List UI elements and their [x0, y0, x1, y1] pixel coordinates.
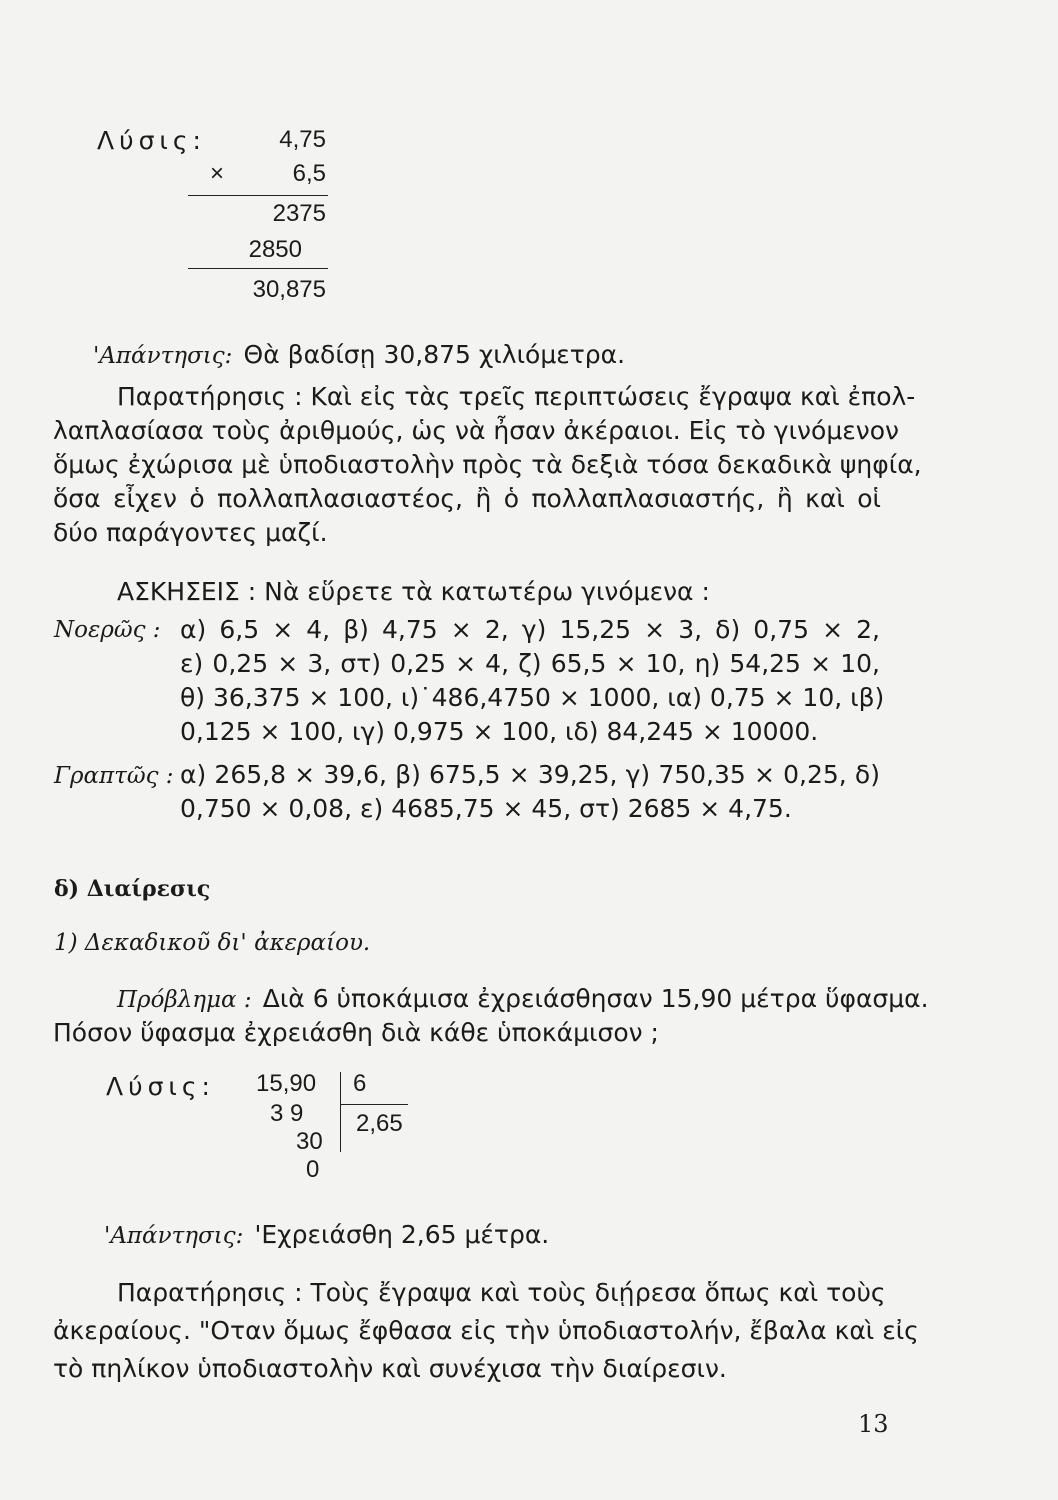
mental-exercise-line: θ) 36,375 × 100, ι)˙486,4750 × 1000, ια) 0,75 × 10, ιβ): [180, 683, 885, 712]
problem-label: Πρόβλημα :: [117, 987, 252, 1013]
remark-1-line: δύο παράγοντες μαζί.: [53, 518, 328, 547]
division-remainder-1: 3 9: [270, 1100, 304, 1127]
remark-1-line: ὅσα εἶχεν ὁ πολλαπλασιαστέος, ἢ ὁ πολλαπλασιαστής, ἢ καὶ οἱ: [53, 484, 881, 513]
section-heading: δ) Διαίρεσις: [54, 876, 211, 902]
written-exercise-line: α) 265,8 × 39,6, β) 675,5 × 39,25, γ) 750,35 × 0,25, δ): [180, 760, 880, 789]
problem-line-2: Πόσον ὕφασμα ἐχρειάσθη διὰ κάθε ὑποκάμισον ;: [53, 1018, 659, 1047]
solution-label: Λύσις:: [97, 126, 206, 155]
remark-1: [53, 380, 922, 550]
remark-1-line: ὅμως ἐχώρισα μὲ ὑποδιαστολὴν πρὸς τὰ δεξιὰ τόσα δεκαδικὰ ψηφία,: [53, 450, 922, 479]
partial-product-2: 2850: [248, 236, 302, 263]
product-result: 30,875: [252, 276, 326, 303]
division-remainder-2: 30: [296, 1128, 323, 1155]
divisor: 6: [353, 1070, 367, 1097]
division-remainder-3: 0: [306, 1156, 320, 1183]
mental-exercise-line: ε) 0,25 × 3, στ) 0,25 × 4, ζ) 65,5 × 10, η) 54,25 × 10,: [180, 649, 880, 678]
answer-1: [93, 338, 625, 372]
mental-label: Νοερῶς :: [54, 617, 161, 643]
remark-2: [53, 1274, 919, 1388]
multiplier: 6,5: [292, 160, 326, 187]
written-exercises: [180, 758, 880, 826]
division-vertical-rule: [340, 1072, 341, 1152]
exercises-heading: ΑΣΚΗΣΕΙΣ : Νὰ εὕρετε τὰ κατωτέρω γινόμενα :: [117, 577, 710, 606]
answer-1-label: 'Απάντησις:: [93, 343, 233, 369]
written-label: Γραπτῶς :: [54, 763, 174, 789]
answer-1-text: Θὰ βαδίσῃ 30,875 χιλιόμετρα.: [243, 340, 626, 369]
remark-1-line: λαπλασίασα τοὺς ἀριθμούς, ὡς νὰ ἦσαν ἀκέραιοι. Εἰς τὸ γινόμενον: [53, 416, 899, 445]
quotient: 2,65: [356, 1110, 403, 1137]
multiplicand: 4,75: [279, 126, 326, 153]
page-number: 13: [858, 1410, 889, 1438]
answer-2-text: 'Εχρειάσθη 2,65 μέτρα.: [254, 1220, 550, 1249]
mental-exercise-line: 0,125 × 100, ιγ) 0,975 × 100, ιδ) 84,245 × 10000.: [180, 717, 819, 746]
mental-exercise-line: α) 6,5 × 4, β) 4,75 × 2, γ) 15,25 × 3, δ) 0,75 × 2,: [180, 615, 880, 644]
division-horizontal-rule: [340, 1104, 408, 1105]
answer-2-label: 'Απάντησις:: [104, 1223, 244, 1249]
remark-2-line: τὸ πηλίκον ὑποδιαστολὴν καὶ συνέχισα τὴν διαίρεσιν.: [53, 1354, 727, 1383]
mental-exercises: [180, 613, 885, 749]
multiplication-rule-2: [188, 268, 328, 269]
multiply-operator: ×: [210, 160, 225, 187]
problem-text-1: Διὰ 6 ὑποκάμισα ἐχρειάσθησαν 15,90 μέτρα ὕφασμα.: [262, 984, 929, 1013]
dividend: 15,90: [256, 1070, 317, 1097]
written-exercise-line: 0,750 × 0,08, ε) 4685,75 × 45, στ) 2685 × 4,75.: [180, 794, 792, 823]
multiplication-rule-1: [188, 195, 328, 196]
answer-2: [104, 1218, 549, 1252]
remark-2-line: Παρατήρησις : Τοὺς ἔγραψα καὶ τοὺς διῄρεσα ὅπως καὶ τοὺς: [117, 1278, 886, 1307]
division-solution-label: Λύσις:: [106, 1072, 215, 1101]
remark-1-line: Παρατήρησις : Καὶ εἰς τὰς τρεῖς περιπτώσεις ἔγραψα καὶ ἐπολ-: [117, 382, 916, 411]
partial-product-1: 2375: [272, 200, 326, 227]
problem-line-1: [117, 982, 929, 1016]
section-subheading: 1) Δεκαδικοῦ δι' ἀκεραίου.: [54, 930, 371, 956]
remark-2-line: ἀκεραίους. "Οταν ὅμως ἔφθασα εἰς τὴν ὑποδιαστολήν, ἔβαλα καὶ εἰς: [53, 1316, 919, 1345]
